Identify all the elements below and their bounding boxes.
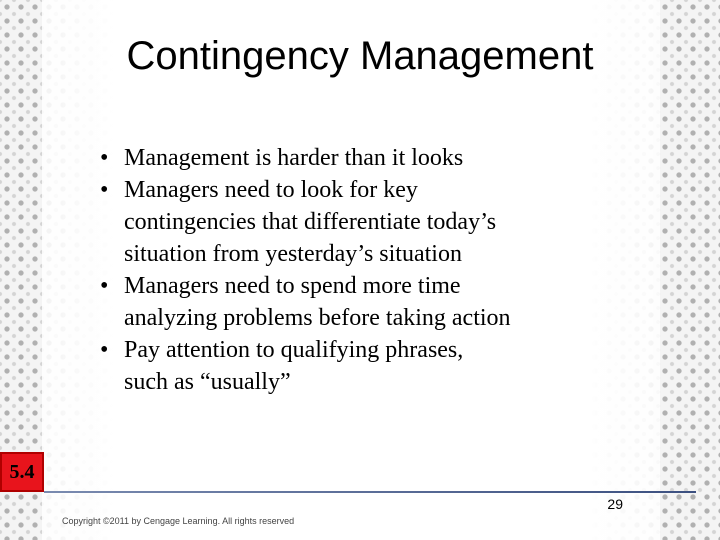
bullet-list bbox=[100, 142, 660, 398]
bullet-dot: • bbox=[100, 177, 109, 203]
slide-title: Contingency Management bbox=[126, 34, 594, 78]
copyright-notice: Copyright ©2011 by Cengage Learning. All rights reserved bbox=[62, 516, 295, 526]
bullet-text-line: Management is harder than it looks bbox=[124, 145, 464, 171]
bullet-item bbox=[100, 174, 660, 270]
section-number-badge: 5.4 bbox=[0, 452, 44, 492]
bullet-item bbox=[100, 334, 660, 398]
bullet-dot: • bbox=[100, 337, 109, 363]
bullet-text-line: contingencies that differentiate today’s bbox=[124, 209, 497, 235]
bullet-dot: • bbox=[100, 273, 109, 299]
bullet-item bbox=[100, 142, 660, 174]
bullet-text-line: Managers need to spend more time bbox=[124, 273, 461, 299]
bullet-text-line: such as “usually” bbox=[124, 369, 291, 395]
bullet-item bbox=[100, 270, 660, 334]
page-number: 29 bbox=[607, 496, 623, 512]
footer-divider bbox=[44, 491, 696, 493]
bullet-text-line: analyzing problems before taking action bbox=[124, 305, 511, 331]
bullet-text-line: Managers need to look for key bbox=[124, 177, 418, 203]
bullet-text-line: Pay attention to qualifying phrases, bbox=[124, 337, 464, 363]
bullet-dot: • bbox=[100, 145, 109, 171]
bullet-text-line: situation from yesterday’s situation bbox=[124, 241, 462, 267]
